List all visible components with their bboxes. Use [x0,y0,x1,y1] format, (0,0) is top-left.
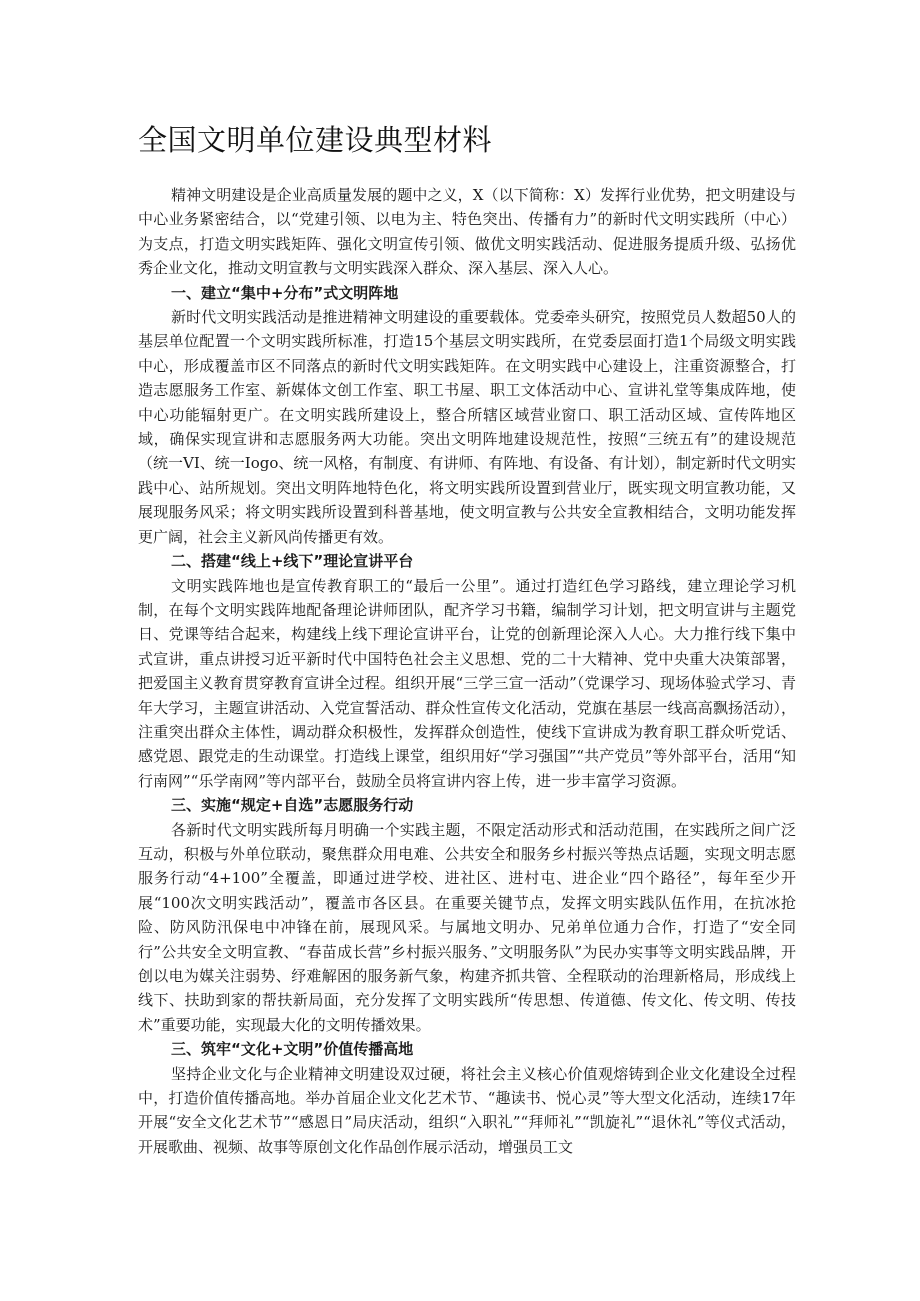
section-4-heading: 三、筑牢“文化+文明”价值传播高地 [171,1040,414,1059]
section-2-body: 文明实践阵地也是宣传教育职工的“最后一公里”。通过打造红色学习路线，建立理论学习机制，在每个文明实践阵地配备理论讲师团队，配齐学习书籍，编制学习计划，把文明宣讲与主题党日、党课等结合起来，构建线上线下理论宣讲平台，让党的创新理论深入人心。大力推行线下集中式宣讲，重点讲授习近平新时代中国特色社会主义思想、党的二十大精神、党中央重大决策部署，把爱国主义教育贯穿教育宣讲全过程。组织开展“三学三宣一活动”（党课学习、现场体验式学习、青年大学习，主题宣讲活动、入党宣誓活动、群众性宣传文化活动，党旗在基层一线高高飘扬活动），注重突出群众主体性，调动群众积极性，发挥群众创造性，使线下宣讲成为教育职工群众听党话、感党恩、跟党走的生动课堂。打造线上课堂，组织用好“学习强国”“共产党员”等外部平台，活用“知行南网”“乐学南网”等内部平台，鼓励全员将宣讲内容上传，进一步丰富学习资源。 [138,576,796,790]
section-2-heading: 二、搭建“线上+线下”理论宣讲平台 [171,552,414,571]
section-4-body: 坚持企业文化与企业精神文明建设双过硬，将社会主义核心价值观熔铸到企业文化建设全过程中，打造价值传播高地。举办首届企业文化艺术节、“趣读书、悦心灵”等大型文化活动，连续17年开展“安全文化艺术节”“感恩日”局庆活动，组织“入职礼”“拜师礼”“凯旋礼”“退休礼”等仪式活动，开展歌曲、视频、故事等原创文化作品创作展示活动，增强员工文 [138,1064,796,1156]
section-3-body: 各新时代文明实践所每月明确一个实践主题，不限定活动形式和活动范围，在实践所之间广泛互动，积极与外单位联动，聚焦群众用电难、公共安全和服务乡村振兴等热点话题，实现文明志愿服务行动“4+100”全覆盖，即通过进学校、进社区、进村屯、进企业“四个路径”，每年至少开展“100次文明实践活动”，覆盖市各区县。在重要关键节点，发挥文明实践队伍作用，在抗冰抢险、防风防汛保电中冲锋在前，展现风采。与属地文明办、兄弟单位通力合作，打造了“安全同行”公共安全文明宣教、“春苗成长营”乡村振兴服务、”文明服务队”为民办实事等文明实践品牌，开创以电为媒关注弱势、纾难解困的服务新气象，构建齐抓共管、全程联动的治理新格局，形成线上线下、扶助到家的帮扶新局面，充分发挥了文明实践所“传思想、传道德、传文化、传文明、传技术”重要功能，实现最大化的文明传播效果。 [138,820,796,1034]
section-1-heading: 一、建立“集中+分布”式文明阵地 [171,283,399,302]
section-1-body: 新时代文明实践活动是推进精神文明建设的重要载体。党委牵头研究，按照党员人数超50人的基层单位配置一个文明实践所标准，打造15个基层文明实践所，在党委层面打造1个局级文明实践中心，形成覆盖市区不同落点的新时代文明实践矩阵。在文明实践中心建设上，注重资源整合，打造志愿服务工作室、新媒体文创工作室、职工书屋、职工文体活动中心、宣讲礼堂等集成阵地，使中心功能辐射更广。在文明实践所建设上，整合所辖区域营业窗口、职工活动区域、宣传阵地区域，确保实现宣讲和志愿服务两大功能。突出文明阵地建设规范性，按照“三统五有”的建设规范（统一VI、统一Iogo、统一风格，有制度、有讲师、有阵地、有设备、有计划），制定新时代文明实践中心、站所规划。突出文明阵地特色化，将文明实践所设置到营业厅，既实现文明宣教功能，又展现服务风采；将文明实践所设置到科普基地，使文明宣教与公共安全宣教相结合，文明功能发挥更广阔，社会主义新风尚传播更有效。 [138,308,796,546]
intro-paragraph: 精神文明建设是企业高质量发展的题中之义，X（以下简称：X）发挥行业优势，把文明建设与中心业务紧密结合，以“党建引领、以电为主、特色突出、传播有力”的新时代文明实践所（中心）为支点，打造文明实践矩阵、强化文明宣传引领、做优文明实践活动、促进服务提质升级、弘扬优秀企业文化，推动文明宣教与文明实践深入群众、深入基层、深入人心。 [138,186,796,278]
document-title: 全国文明单位建设典型材料 [138,123,493,157]
section-3-heading: 三、实施“规定+自选”志愿服务行动 [171,796,414,815]
document-page [138,118,796,1159]
